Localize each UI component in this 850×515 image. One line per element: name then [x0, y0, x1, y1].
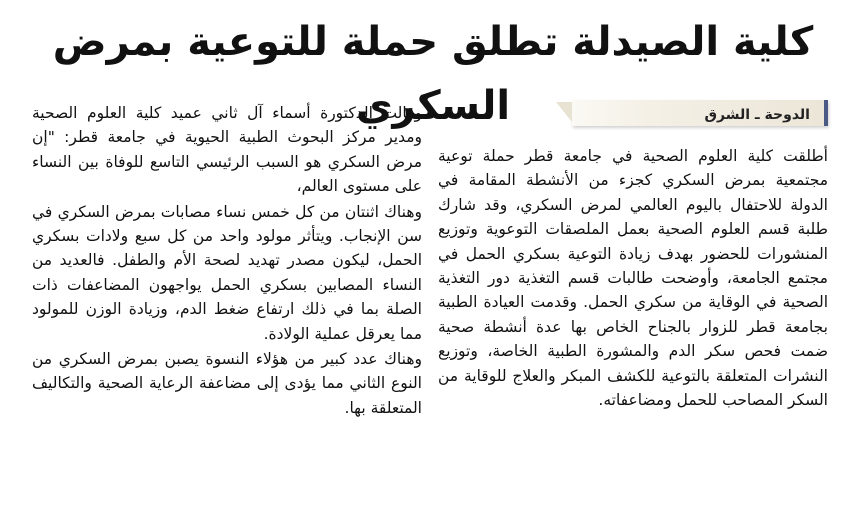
article-headline: كلية الصيدلة تطلق حملة للتوعية بمرض السكري	[52, 19, 814, 129]
article-column-left	[32, 101, 422, 421]
article-paragraph: وقالت الدكتورة أسماء آل ثاني عميد كلية العلوم الصحية ومدير مركز البحوث الطبية الحيوية في جامعة قطر: "إن مرض السكري هو السبب الرئيسي التاسع للوفاة بين النساء على مستوى العالم،	[32, 104, 422, 196]
article-column-right	[438, 96, 828, 412]
page-curl-icon	[556, 102, 572, 122]
byline-banner	[438, 96, 828, 130]
article-paragraph: وهناك اثنتان من كل خمس نساء مصابات بمرض السكري في سن الإنجاب. ويتأثر مولود واحد من كل سبع ولادات بسكري الحمل، ليكون مصدر تهديد لصحة الأم والطفل. فالعديد من النساء المصابين بسكري الحمل يواجهون المضاعفات ذات الصلة بما في ذلك ارتفاع ضغط الدم، وزيادة الوزن للمولود مما يعرقل عملية الولادة.	[32, 202, 422, 343]
byline-text: الدوحة ـ الشرق	[704, 107, 810, 123]
article-paragraph: وهناك عدد كبير من هؤلاء النسوة يصبن بمرض السكري من النوع الثاني مما يؤدى إلى مضاعفة الرعاية الصحية والتكاليف المتعلقة بها.	[32, 350, 422, 417]
byline-ribbon	[572, 100, 828, 126]
article-paragraph: أطلقت كلية العلوم الصحية في جامعة قطر حملة توعية مجتمعية بمرض السكري كجزء من الأنشطة المقامة في الدولة للاحتفال باليوم العالمي لمرض السكري، وقد شارك طلبة قسم العلوم الصحية بعمل الملصقات التوعوية وتوزيع المنشورات للحضور بهدف زيادة التوعية بسكري الحمل في مجتمع الجامعة، وأوضحت طالبات قسم التغذية دور التغذية الصحية في الوقاية من سكري الحمل. وقدمت العيادة الطبية بجامعة قطر للزوار بالجناح الخاص بها عدة أنشطة صحية ضمت فحص سكر الدم والمشورة الطبية الخاصة، وتوزيع النشرات المتعلقة بالتوعية للكشف المبكر والعلاج للوقاية من السكر المصاحب للحمل ومضاعفاته.	[438, 147, 828, 410]
